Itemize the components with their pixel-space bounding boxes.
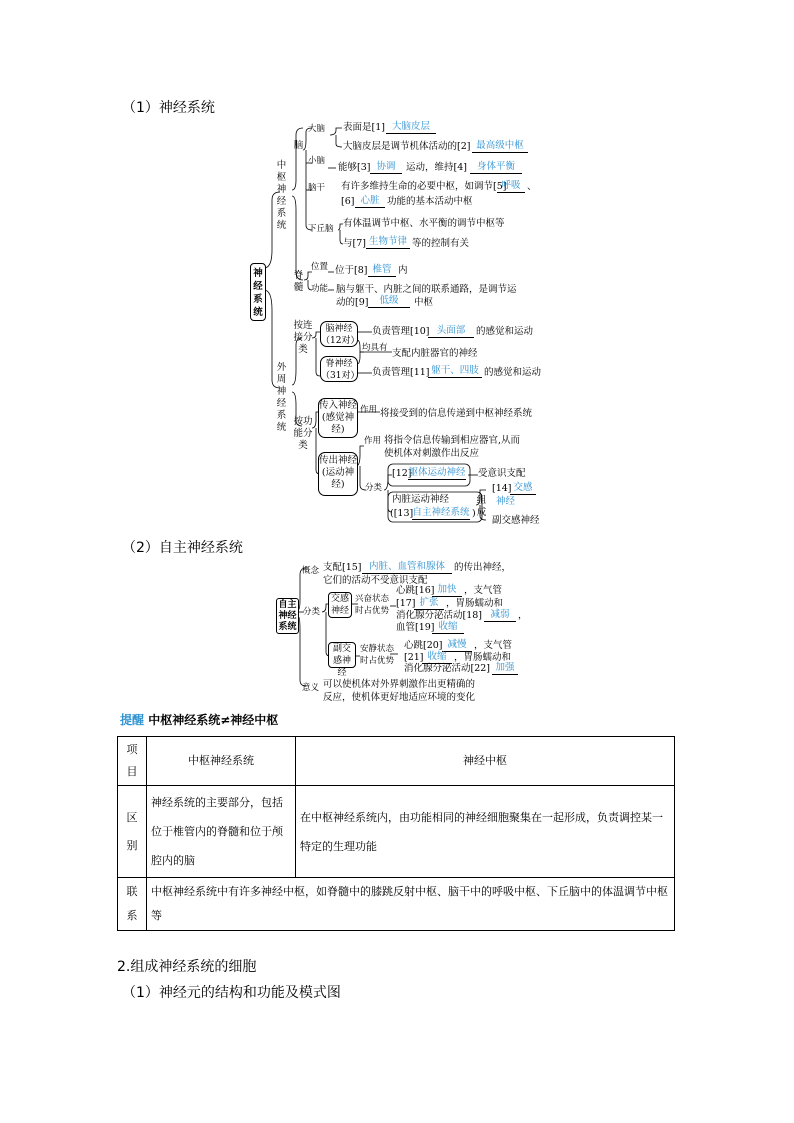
tip-label: 提醒 xyxy=(120,713,145,727)
table-head-col1: 中枢神经系统 xyxy=(147,737,296,786)
composed-label: 组成 xyxy=(476,495,487,518)
answer-20: 减慢 xyxy=(442,639,472,652)
somatic-text-b: 受意识支配 xyxy=(478,468,526,479)
parasympathetic-line2b: ，胃肠蠕动和 xyxy=(454,652,512,663)
answer-19: 收缩 xyxy=(432,621,464,634)
cerebrum-line2: 大脑皮层是调节机体活动的[2] xyxy=(343,141,471,152)
efferent-role-text2: 使机体对刺激作出反应 xyxy=(384,448,480,459)
answer-10: 头面部 xyxy=(428,325,474,338)
sympathetic-line4a: 血管[19] xyxy=(396,622,435,633)
answer-15: 内脏、血管和腺体 xyxy=(362,561,452,574)
sympathetic-line3b: ， xyxy=(518,610,528,621)
table-row2-label: 联系 xyxy=(118,878,147,931)
sympathetic-line2b: ，胃肠蠕动和 xyxy=(446,598,504,609)
cerebrum-line1: 表面是[1] xyxy=(343,122,385,133)
answer-1: 大脑皮层 xyxy=(386,121,436,134)
brainstem-line2a: [6] xyxy=(341,196,355,207)
answer-3: 协调 xyxy=(370,161,402,174)
answer-21: 收缩 xyxy=(422,651,452,664)
afferent-nerve-box: 传入神经(感觉神经) xyxy=(318,398,358,438)
cerebrum-label: 大脑 xyxy=(308,124,326,134)
somatic-text-a: [12] xyxy=(392,468,412,479)
table-row1-col1: 神经系统的主要部分，包括位于椎管内的脊髓和位于颅腔内的脑 xyxy=(147,786,296,878)
section-title-autonomic: （2）自主神经系统 xyxy=(122,540,243,556)
concept-line1b: 的传出神经， xyxy=(454,562,512,573)
spinal-nerve-box: 脊神经（31对） xyxy=(320,356,358,382)
spinal-function-line1: 脑与躯干、内脏之间的联系通路，是调节运 xyxy=(336,284,517,295)
afferent-role-text: 将接受到的信息传递到中枢神经系统 xyxy=(380,408,533,419)
cerebellum-line-b: 运动，维持[4] xyxy=(406,162,467,173)
hypothalamus-label: 下丘脑 xyxy=(308,224,334,234)
cranial-nerve-text-a: 负责管理[10] xyxy=(372,326,430,337)
spinal-position-label: 位置 xyxy=(311,262,329,272)
spinal-nerve-text-b: 的感觉和运动 xyxy=(484,367,542,378)
cerebellum-line-a: 能够[3] xyxy=(338,162,371,173)
answer-5: 呼吸 xyxy=(497,180,525,193)
parasympathetic-line3a: 消化腺分泌活动[22] xyxy=(404,663,491,674)
section-title-cells: 2.组成神经系统的细胞 xyxy=(117,959,257,975)
sympathetic-line1a: 心跳[16] xyxy=(396,585,435,596)
spinal-nerve-text-a: 负责管理[11] xyxy=(372,367,430,378)
concept-line2: 它们的活动不受意识支配 xyxy=(323,575,428,586)
by-connection-label: 按连接分类 xyxy=(293,320,313,355)
section-title-nervous-system: （1）神经系统 xyxy=(122,100,215,116)
sympathetic-line2a: [17] xyxy=(396,598,416,609)
autonomic-root-box: 自主神经系统 xyxy=(276,598,299,634)
brainstem-comma: 、 xyxy=(527,181,537,192)
answer-14: 交感 xyxy=(510,482,536,495)
autonomic-classify-label: 分类 xyxy=(303,607,321,617)
table-row-difference xyxy=(118,786,675,878)
parasympathetic-text: 副交感神经 xyxy=(492,515,540,526)
parasympathetic-line1b: ，支气管 xyxy=(474,640,513,651)
both-have-text: 支配内脏器官的神经 xyxy=(392,348,478,359)
central-nervous-system-label: 中枢神经系统 xyxy=(276,160,287,231)
sympathetic-line3a: 消化腺分泌活动[18] xyxy=(396,610,483,621)
efferent-nerve-box: 传出神经(运动神经) xyxy=(318,452,358,496)
peripheral-nervous-system-label: 外周神经系统 xyxy=(276,362,287,433)
spinal-position-a: 位于[8] xyxy=(335,265,368,276)
hypothalamus-line1: 有体温调节中枢、水平衡的调节中枢等 xyxy=(343,218,505,229)
parasympathetic-box: 副交感神经 xyxy=(328,642,356,668)
answer-9: 低级 xyxy=(368,295,410,308)
sympathetic-line1b: ，支气管 xyxy=(464,585,503,596)
parasympathetic-state2: 时占优势 xyxy=(360,656,395,666)
hypothalamus-line2a: 与[7] xyxy=(343,238,366,249)
spinal-position-b: 内 xyxy=(398,265,408,276)
sympathetic-a: [14] xyxy=(492,483,512,494)
table-row1-label: 区别 xyxy=(118,786,147,878)
spinal-function-line2b: 中枢 xyxy=(414,297,434,308)
hypothalamus-line2b: 等的控制有关 xyxy=(412,238,470,249)
root-nervous-system-box: 神经系统 xyxy=(250,263,266,321)
tip-text: 中枢神经系统≠神经中枢 xyxy=(148,713,279,727)
answer-2: 最高级中枢 xyxy=(472,140,528,153)
spinal-function-line2a: 动的[9] xyxy=(336,297,369,308)
tip-line xyxy=(120,711,278,728)
meaning-label: 意义 xyxy=(302,683,320,693)
by-function-label: 按功能分类 xyxy=(293,416,313,451)
table-row2-text: 中枢神经系统中有许多神经中枢，如脊髓中的膝跳反射中枢、脑干中的呼吸中枢、下丘脑中的体温调节中枢等 xyxy=(147,878,675,931)
visceral-line1: 内脏运动神经 xyxy=(392,494,450,505)
table-header-row xyxy=(118,737,675,786)
answer-18: 减弱 xyxy=(484,609,516,622)
sympathetic-b: 神经 xyxy=(496,496,516,507)
concept-line1a: 支配[15] xyxy=(323,562,362,573)
brainstem-line2b: 功能的基本活动中枢 xyxy=(387,196,473,207)
brainstem-label: 脑干 xyxy=(308,183,326,193)
table-head-item: 项目 xyxy=(118,737,147,786)
parasympathetic-line2a: [21] xyxy=(404,652,424,663)
answer-11: 躯干、四肢 xyxy=(428,365,482,378)
answer-16: 加快 xyxy=(432,584,462,597)
efferent-role-label: 作用 xyxy=(364,436,382,446)
visceral-line2b: ) xyxy=(472,508,476,519)
meaning-line1: 可以使机体对外界刺激作出更精确的 xyxy=(323,679,476,690)
comparison-table xyxy=(117,736,675,931)
cranial-nerve-text-b: 的感觉和运动 xyxy=(476,326,534,337)
spinal-function-label: 功能 xyxy=(311,284,329,294)
meaning-line2: 反应，使机体更好地适应环境的变化 xyxy=(323,692,476,703)
table-row-relation xyxy=(118,878,675,931)
afferent-role-label: 作用 xyxy=(360,405,378,415)
answer-6: 心脏 xyxy=(355,195,385,208)
sympathetic-state1: 兴奋状态 xyxy=(355,594,390,604)
efferent-role-text1: 将指令信息传输到相应器官,从而 xyxy=(384,435,521,446)
brain-label: 脑 xyxy=(293,140,304,151)
answer-7: 生物节律 xyxy=(366,236,410,249)
answer-8: 椎管 xyxy=(368,264,396,277)
cerebellum-label: 小脑 xyxy=(308,156,326,166)
cranial-nerve-box: 脑神经（12对） xyxy=(320,321,358,347)
table-row1-col2: 在中枢神经系统内，由功能相同的神经细胞聚集在一起形成，负责调控某一特定的生理功能 xyxy=(296,786,675,878)
both-have-label: 均具有 xyxy=(362,343,388,353)
table-head-col2: 神经中枢 xyxy=(296,737,675,786)
brainstem-line1: 有许多维持生命的必要中枢，如调节[5] xyxy=(341,181,507,192)
sympathetic-box: 交感神经 xyxy=(328,592,352,618)
sympathetic-state2: 时占优势 xyxy=(355,606,390,616)
parasympathetic-line1a: 心跳[20] xyxy=(404,640,443,651)
visceral-line2a: ([13] xyxy=(390,508,414,519)
parasympathetic-state1: 安静状态 xyxy=(360,644,395,654)
answer-13: 自主神经系统 xyxy=(412,507,470,518)
spinal-cord-label: 脊髓 xyxy=(293,270,304,293)
section-title-neuron: （1）神经元的结构和功能及模式图 xyxy=(122,985,341,1001)
concept-label: 概念 xyxy=(302,566,320,576)
answer-17: 扩张 xyxy=(414,597,444,610)
answer-4: 身体平衡 xyxy=(470,161,522,174)
efferent-classify-label: 分类 xyxy=(365,483,383,493)
answer-22: 加强 xyxy=(492,662,518,675)
answer-12: 躯体运动神经 xyxy=(408,467,466,478)
